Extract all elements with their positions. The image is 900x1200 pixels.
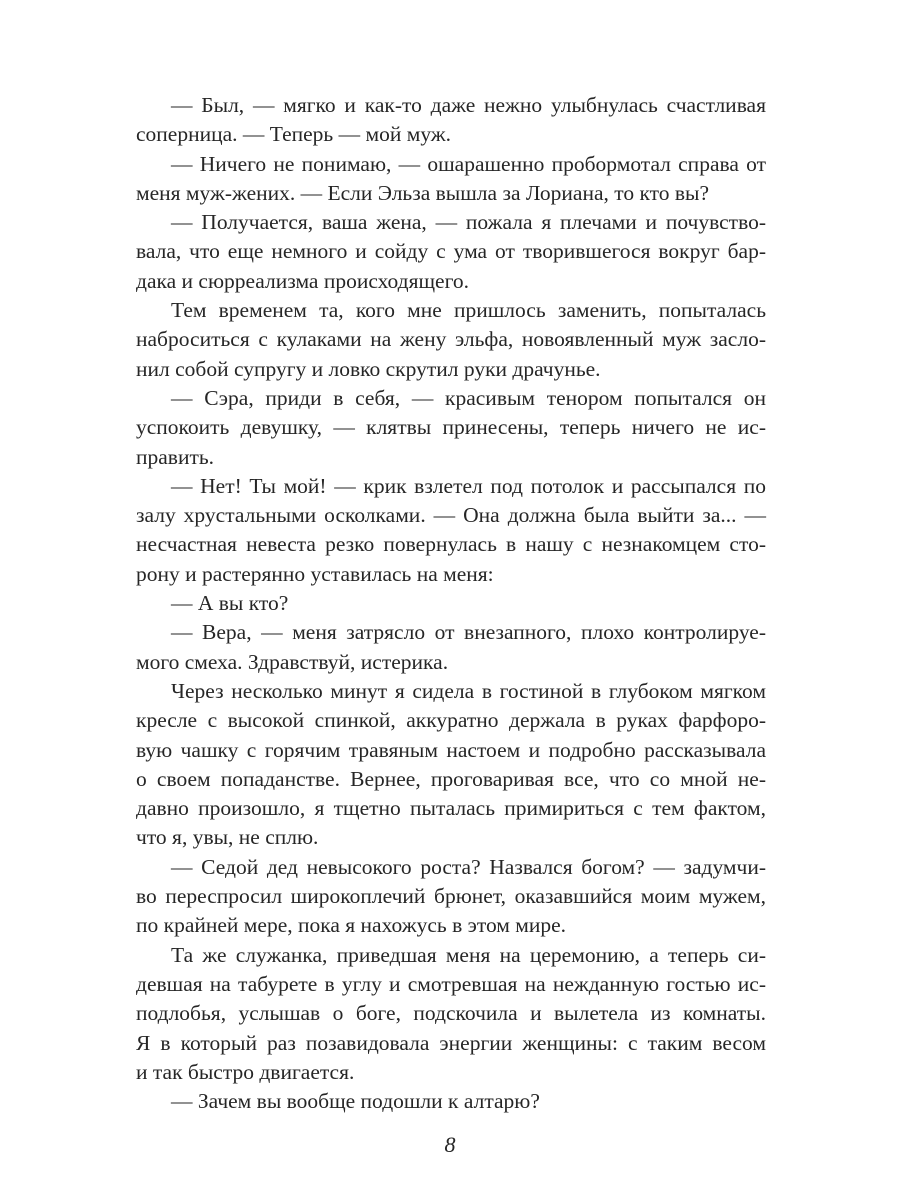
text-line: — Ничего не понимаю, — ошарашенно пробормотал справа от bbox=[171, 151, 766, 176]
text-line: вала, что еще немного и сойду с ума от творившегося вокруг бар- bbox=[136, 239, 766, 264]
text-line: нил собой супругу и ловко скрутил руки драчунье. bbox=[136, 356, 601, 381]
text-line: о своем попаданстве. Вернее, проговаривая все, что со мной не- bbox=[136, 766, 766, 791]
text-line: — Вера, — меня затрясло от внезапного, плохо контролируе- bbox=[171, 620, 766, 645]
text-line: Я в который раз позавидовала энергии женщины: с таким весом bbox=[136, 1030, 766, 1055]
text-line: меня муж-жених. — Если Эльза вышла за Лориана, то кто вы? bbox=[136, 180, 710, 205]
text-line: давно произошло, я тщетно пыталась примириться с тем фактом, bbox=[136, 796, 766, 821]
page-number: 8 bbox=[444, 1132, 456, 1157]
text-line: что я, увы, не сплю. bbox=[136, 825, 319, 850]
body-text bbox=[136, 91, 766, 1116]
text-line: — Зачем вы вообще подошли к алтарю? bbox=[171, 1089, 540, 1114]
text-line: успокоить девушку, — клятвы принесены, теперь ничего не ис- bbox=[136, 415, 766, 440]
text-line: Тем временем та, кого мне пришлось заменить, попыталась bbox=[171, 298, 766, 323]
text-line: наброситься с кулаками на жену эльфа, новоявленный муж засло- bbox=[136, 327, 766, 352]
text-line: — А вы кто? bbox=[171, 591, 289, 616]
text-line: по крайней мере, пока я нахожусь в этом мире. bbox=[136, 913, 567, 938]
text-line: — Нет! Ты мой! — крик взлетел под потолок и рассыпался по bbox=[171, 473, 766, 498]
text-line: подлобья, услышав о боге, подскочила и вылетела из комнаты. bbox=[136, 1001, 766, 1026]
text-line: мого смеха. Здравствуй, истерика. bbox=[136, 649, 449, 674]
text-line: дака и сюрреализма происходящего. bbox=[136, 268, 470, 293]
text-line: править. bbox=[136, 444, 215, 469]
text-line: — Сэра, приди в себя, — красивым тенором попытался он bbox=[171, 385, 766, 410]
text-line: и так быстро двигается. bbox=[136, 1059, 355, 1084]
text-line: вую чашку с горячим травяным настоем и подробно рассказывала bbox=[136, 737, 766, 762]
text-line: кресле с высокой спинкой, аккуратно держала в руках фарфоро- bbox=[136, 708, 766, 733]
text-line: соперница. — Теперь — мой муж. bbox=[136, 122, 452, 147]
text-line: рону и растерянно уставилась на меня: bbox=[136, 561, 494, 586]
text-line: залу хрустальными осколками. — Она должна была выйти за... — bbox=[136, 503, 766, 528]
text-line: несчастная невеста резко повернулась в нашу с незнакомцем сто- bbox=[136, 532, 766, 557]
text-line: — Был, — мягко и как-то даже нежно улыбнулась счастливая bbox=[171, 93, 766, 117]
text-line: Через несколько минут я сидела в гостиной в глубоком мягком bbox=[171, 678, 766, 703]
text-line: во переспросил широкоплечий брюнет, оказавшийся моим мужем, bbox=[136, 884, 766, 909]
text-line: Та же служанка, приведшая меня на церемонию, а теперь си- bbox=[171, 942, 766, 967]
text-line: — Получается, ваша жена, — пожала я плечами и почувство- bbox=[171, 210, 766, 235]
text-line: девшая на табурете в углу и смотревшая на нежданную гостью ис- bbox=[136, 971, 766, 996]
text-line: — Седой дед невысокого роста? Назвался богом? — задумчи- bbox=[171, 854, 766, 879]
